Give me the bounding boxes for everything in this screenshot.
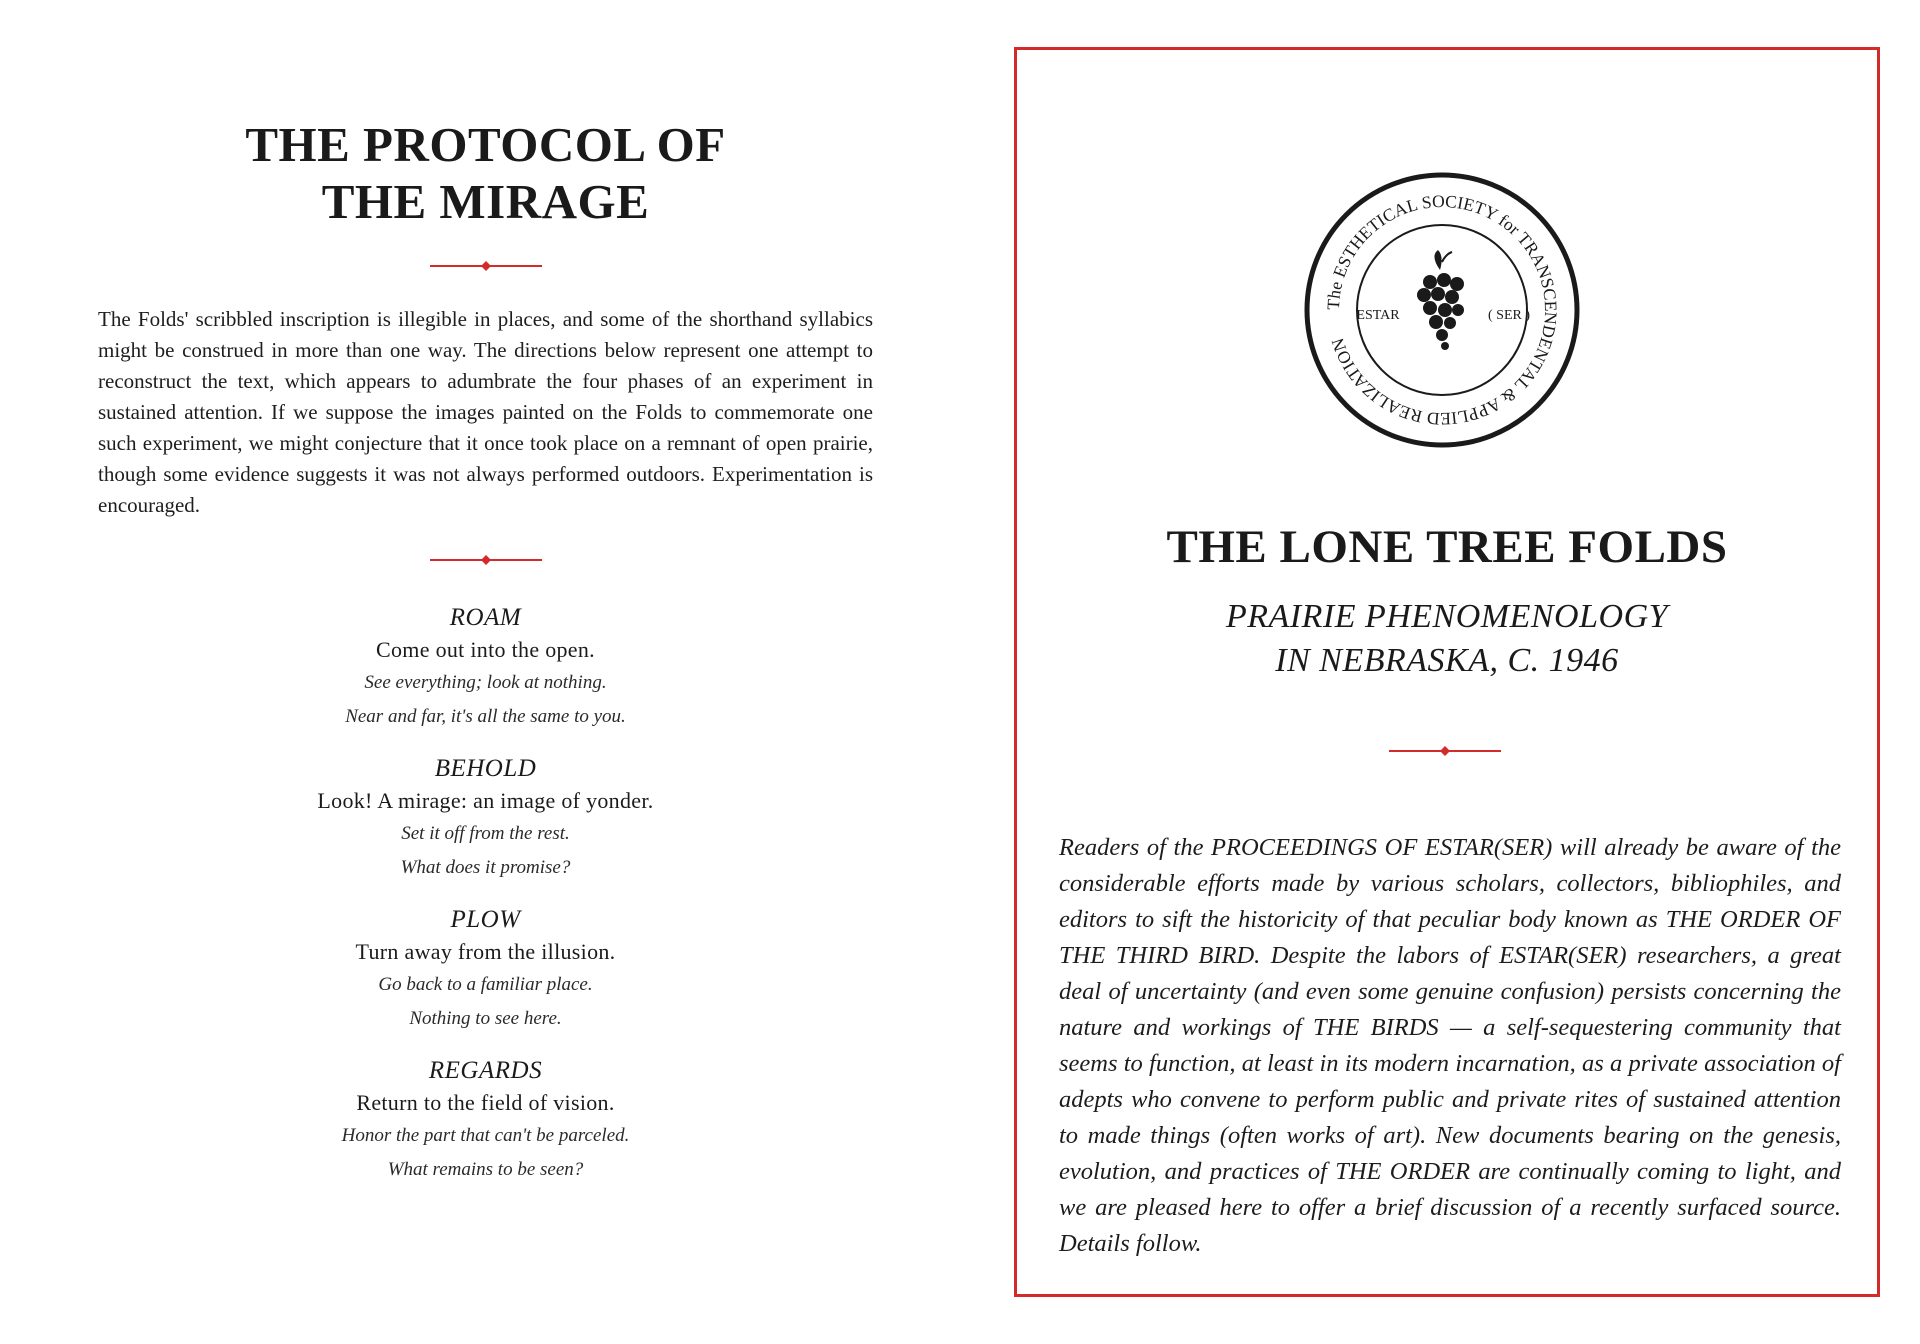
phase-note: Nothing to see here. — [409, 1008, 562, 1029]
page-title — [98, 116, 873, 230]
phase-roam — [98, 602, 873, 734]
phase-instruction: Turn away from the illusion. — [355, 939, 616, 964]
phase-note: Near and far, it's all the same to you. — [345, 706, 626, 727]
ornament-divider — [430, 260, 542, 272]
phase-note: What does it promise? — [400, 857, 571, 878]
society-seal — [1302, 170, 1582, 450]
phase-heading: REGARDS — [428, 1057, 543, 1084]
body-paragraph: Readers of the PROCEEDINGS OF ESTAR(SER) will already be aware of the considerable efforts made by various scholars, collectors, bibliophiles, and editors to sift the historicity of that peculiar body known as THE ORDER OF THE THIRD BIRD. Despite the labors of ESTAR(SER) researchers, a great deal of uncertainty (and even some genuine confusion) persists concerning the nature and workings of THE BIRDS — a self-sequestering community that seems to function, at least in its modern incarnation, as a private association of adepts who convene to perform public and private rites of sustained attention to made things (often works of art). New documents bearing on the genesis, evolution, and practices of THE ORDER are continually coming to light, and we are pleased here to offer a brief discussion of a recently surfaced source. Details follow. — [1059, 834, 1841, 1257]
phase-plow — [98, 904, 873, 1036]
phase-note: See everything; look at nothing. — [364, 672, 607, 693]
phase-instruction: Come out into the open. — [376, 637, 595, 662]
page-title: THE LONE TREE FOLDS — [1166, 521, 1728, 573]
phase-behold — [98, 753, 873, 885]
phase-heading: BEHOLD — [434, 755, 537, 782]
subtitle-line-1: PRAIRIE PHENOMENOLOGY — [1225, 598, 1669, 635]
phase-heading: ROAM — [449, 604, 522, 631]
phase-instruction: Return to the field of vision. — [356, 1090, 615, 1115]
page-subtitle — [1017, 595, 1877, 683]
phase-note: What remains to be seen? — [387, 1159, 584, 1180]
phase-note: Go back to a familiar place. — [378, 974, 593, 995]
ornament-divider — [430, 554, 542, 566]
ornament-divider — [1389, 745, 1501, 757]
grape-cluster-icon — [1417, 250, 1464, 350]
title-line-1: THE PROTOCOL OF — [245, 117, 726, 172]
right-page-frame — [1014, 47, 1880, 1297]
intro-paragraph: The Folds' scribbled inscription is illegible in places, and some of the shorthand syllabics might be construed in more than one way. The directions below represent one attempt to reconstruct the text, which appears to adumbrate the four phases of an experiment in sustained attention. If we suppose the images painted on the Folds to commemorate one such experiment, we might conjecture that it once took place on a remnant of open prairie, though some evidence suggests it was not always performed outdoors. Experimentation is encouraged. — [98, 307, 873, 517]
seal-right-label: ( SER ) — [1488, 308, 1530, 323]
left-page — [98, 100, 873, 1206]
phase-regards — [98, 1055, 873, 1187]
phase-note: Honor the part that can't be parceled. — [341, 1125, 630, 1146]
phase-instruction: Look! A mirage: an image of yonder. — [317, 788, 654, 813]
seal-ring-text: The ESTHETICAL SOCIETY for TRANSCENDENTAL & APPLIED REALIZATION — [1322, 190, 1562, 430]
phase-note: Set it off from the rest. — [401, 823, 570, 844]
seal-left-label: ESTAR — [1356, 308, 1400, 323]
subtitle-line-2: IN NEBRASKA, C. 1946 — [1275, 642, 1619, 679]
phase-list — [98, 602, 873, 1187]
title-line-2: THE MIRAGE — [321, 174, 650, 229]
phase-heading: PLOW — [450, 906, 521, 933]
